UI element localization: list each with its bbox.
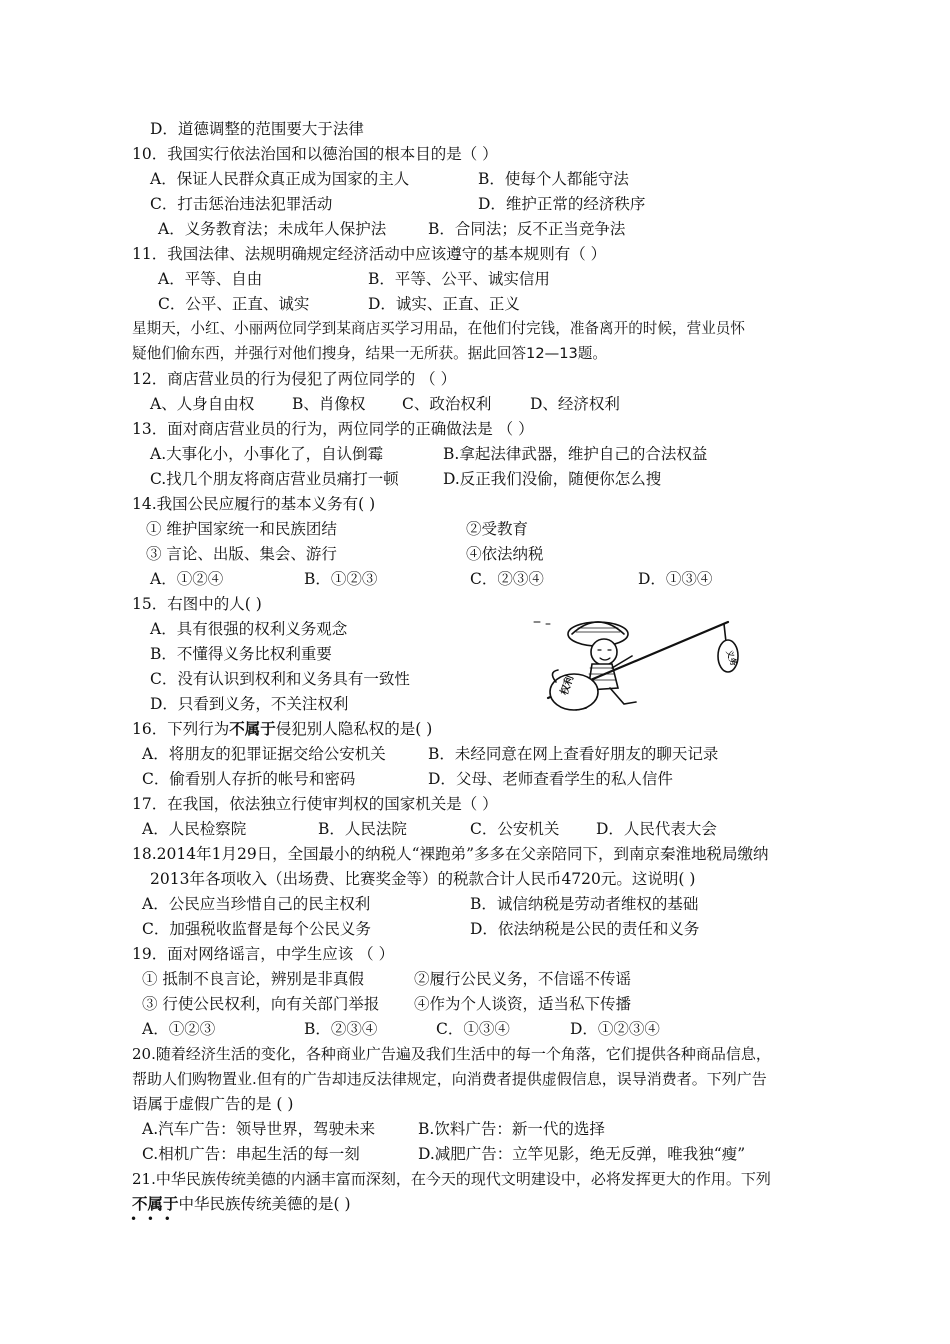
- q11-option-b: B．平等、公平、诚实信用: [368, 270, 550, 288]
- q20-option-b: B.饮料广告：新一代的选择: [418, 1120, 605, 1138]
- q11-stem: 11．我国法律、法规明确规定经济活动中应该遵守的基本规则有（ ）: [132, 245, 607, 263]
- q12-option-a: A、人身自由权: [150, 395, 255, 413]
- q16-stem-part1: 16．下列行为: [132, 720, 230, 738]
- q16-option-d: D．父母、老师查看学生的私人信件: [428, 770, 673, 788]
- q18-option-c: C．加强税收监督是每个公民义务: [142, 920, 371, 938]
- q21-stem-line-1: 21.中华民族传统美德的内涵丰富而深刻，在今天的现代文明建设中，必将发挥更大的作用。下列: [132, 1170, 771, 1188]
- q18-option-d: D．依法纳税是公民的责任和义务: [470, 920, 700, 938]
- q10-option-a: A．保证人民群众真正成为国家的主人: [150, 170, 410, 188]
- q16-option-b: B．未经同意在网上查看好朋友的聊天记录: [428, 745, 719, 763]
- q18-option-b: B．诚信纳税是劳动者维权的基础: [470, 895, 699, 913]
- q17-option-b: B．人民法院: [318, 820, 407, 838]
- q20-option-c: C.相机广告：串起生活的每一刻: [142, 1145, 360, 1163]
- q18-stem-line-1: 18.2014年1月29日，全国最小的纳税人“裸跑弟”多多在父亲陪同下，到南京秦淮地税局缴纳: [132, 845, 769, 863]
- q19-item-3: ③ 行使公民权利，向有关部门举报: [142, 995, 380, 1013]
- q15-option-a: A．具有很强的权利义务观念: [150, 620, 348, 638]
- q14-stem: 14.我国公民应履行的基本义务有( ): [132, 495, 376, 513]
- q17-option-c: C．公安机关: [470, 820, 560, 838]
- q15-option-c: C．没有认识到权利和义务具有一致性: [150, 670, 410, 688]
- q21-emphasis: 不属于: [132, 1194, 179, 1213]
- q11-option-d: D．诚实、正直、正义: [368, 295, 520, 313]
- q19-stem: 19．面对网络谣言，中学生应该 （ ）: [132, 945, 395, 963]
- q12-option-d: D、经济权利: [530, 395, 620, 413]
- stray-option-b: B．合同法；反不正当竞争法: [428, 220, 626, 238]
- q19-option-b: B．②③④: [304, 1020, 378, 1038]
- q14-option-d: D．①③④: [638, 570, 713, 588]
- q9-option-d: D．道德调整的范围要大于法律: [150, 120, 364, 138]
- q19-option-a: A．①②③: [142, 1020, 216, 1038]
- emphasis-dots: • • •: [130, 1212, 174, 1226]
- q20-option-d: D.减肥广告：立竿见影，绝无反弹，唯我独“瘦”: [418, 1145, 746, 1163]
- q17-option-a: A．人民检察院: [142, 820, 247, 838]
- q20-stem-line-2: 帮助人们购物置业.但有的广告却违反法律规定，向消费者提供虚假信息，误导消费者。下列广告: [132, 1070, 767, 1088]
- q15-option-d: D．只看到义务，不关注权利: [150, 695, 349, 713]
- q10-option-c: C．打击惩治违法犯罪活动: [150, 195, 333, 213]
- q20-option-a: A.汽车广告：领导世界，驾驶未来: [142, 1120, 376, 1138]
- q10-option-d: D．维护正常的经济秩序: [478, 195, 646, 213]
- q17-option-d: D．人民代表大会: [596, 820, 717, 838]
- q12-option-c: C、政治权利: [402, 395, 492, 413]
- q13-option-c: C.找几个朋友将商店营业员痛打一顿: [150, 470, 399, 488]
- q14-item-4: ④依法纳税: [466, 545, 544, 563]
- q11-option-c: C．公平、正直、诚实: [158, 295, 310, 313]
- q16-stem: [132, 718, 432, 740]
- q17-stem: 17．在我国，依法独立行使审判权的国家机关是（ ）: [132, 795, 498, 813]
- cartoon-bag-label-right: 义务: [724, 648, 739, 668]
- q14-option-a: A．①②④: [150, 570, 224, 588]
- q16-emphasis: 不属于: [229, 719, 276, 738]
- q18-stem-line-2: 2013年各项收入（出场费、比赛奖金等）的税款合计人民币4720元。这说明( ): [150, 870, 696, 888]
- q14-option-b: B．①②③: [304, 570, 378, 588]
- q13-option-d: D.反正我们没偷，随便你怎么搜: [443, 470, 662, 488]
- q16-option-a: A．将朋友的犯罪证据交给公安机关: [142, 745, 386, 763]
- q10-option-b: B．使每个人都能守法: [478, 170, 629, 188]
- q10-stem: 10．我国实行依法治国和以德治国的根本目的是（ ）: [132, 145, 498, 163]
- q21-stem-rest: 中华民族传统美德的是( ): [178, 1195, 351, 1213]
- cartoon-bag-label-left: 权利: [559, 674, 577, 697]
- q13-option-a: A.大事化小，小事化了，自认倒霉: [150, 445, 384, 463]
- q19-option-d: D．①②③④: [570, 1020, 660, 1038]
- q15-stem: 15．右图中的人( ): [132, 595, 262, 613]
- q14-item-1: ① 维护国家统一和民族团结: [146, 520, 337, 538]
- passage-line-2: 疑他们偷东西，并强行对他们搜身，结果一无所获。据此回答12—13题。: [132, 345, 607, 362]
- q16-option-c: C．偷看别人存折的帐号和密码: [142, 770, 356, 788]
- q14-item-3: ③ 言论、出版、集会、游行: [146, 545, 337, 563]
- q19-item-2: ②履行公民义务，不信谣不传谣: [414, 970, 632, 988]
- q14-item-2: ②受教育: [466, 520, 529, 538]
- rights-duties-cartoon: [528, 612, 756, 716]
- q19-option-c: C．①③④: [436, 1020, 510, 1038]
- q13-stem: 13．面对商店营业员的行为，两位同学的正确做法是 （ ）: [132, 420, 534, 438]
- q11-option-a: A．平等、自由: [158, 270, 263, 288]
- q20-stem-line-3: 语属于虚假广告的是 ( ): [132, 1095, 294, 1113]
- q19-item-4: ④作为个人谈资，适当私下传播: [414, 995, 632, 1013]
- q16-stem-part2: 侵犯别人隐私权的是( ): [275, 720, 433, 738]
- passage-line-1: 星期天，小红、小丽两位同学到某商店买学习用品，在他们付完钱，准备离开的时候，营业员怀: [132, 320, 745, 337]
- q12-stem: 12．商店营业员的行为侵犯了两位同学的 （ ）: [132, 370, 457, 388]
- stray-option-a: A．义务教育法；未成年人保护法: [158, 220, 387, 238]
- q15-option-b: B．不懂得义务比权利重要: [150, 645, 332, 663]
- q13-option-b: B.拿起法律武器，维护自己的合法权益: [443, 445, 708, 463]
- q20-stem-line-1: 20.随着经济生活的变化，各种商业广告遍及我们生活中的每一个角落，它们提供各种商品信息，: [132, 1045, 771, 1063]
- q14-option-c: C．②③④: [470, 570, 544, 588]
- q12-option-b: B、肖像权: [292, 395, 366, 413]
- q18-option-a: A．公民应当珍惜自己的民主权利: [142, 895, 371, 913]
- q19-item-1: ① 抵制不良言论，辨别是非真假: [142, 970, 364, 988]
